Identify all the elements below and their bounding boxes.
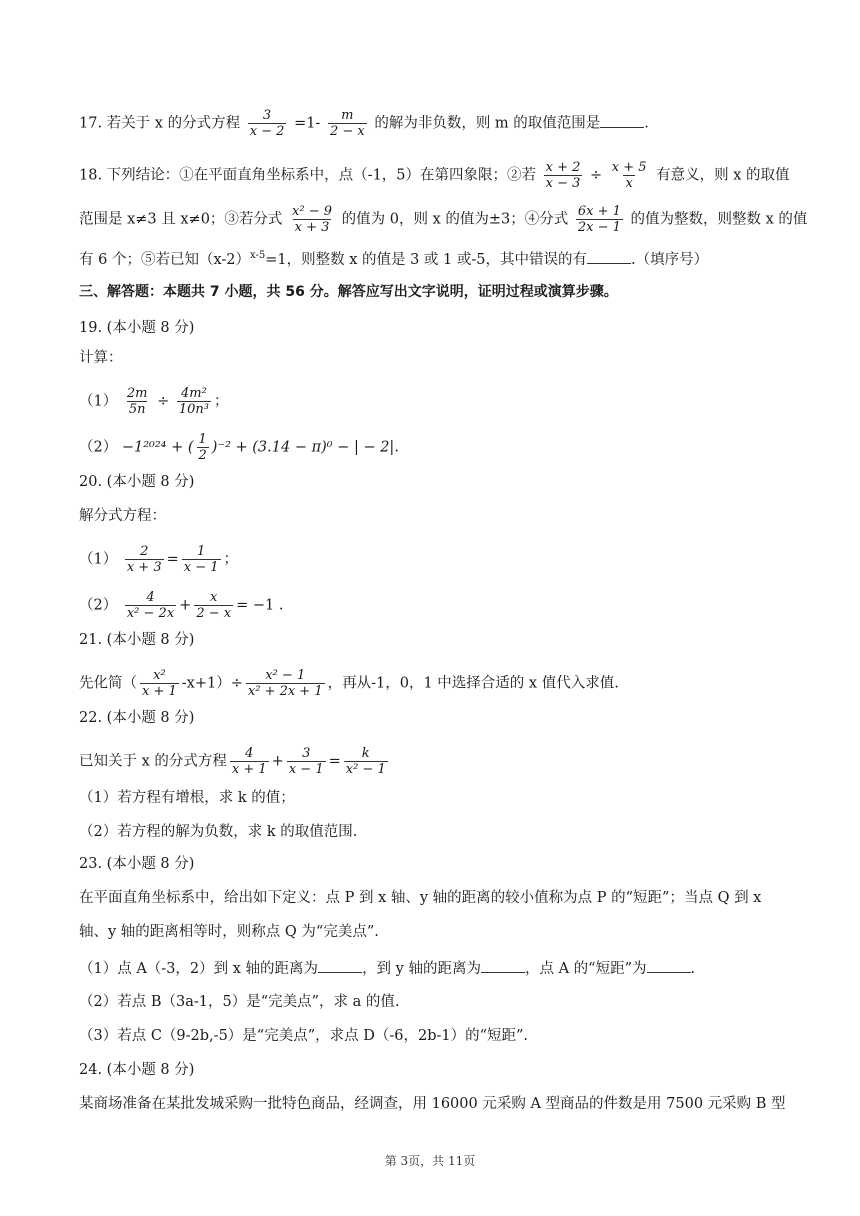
answer-blank: [318, 958, 362, 973]
answer-blank: [481, 958, 525, 973]
fraction: $\frac{6x + 1}{2x - 1}$: [577, 204, 621, 235]
question-18-line-3: 有 6 个；⑤若已知$(x-2)^{x-5}=1$，则整数 x 的值是 3 或 1 或-5，其中错误的有 .（填序号）: [79, 250, 709, 268]
page-footer: 第 3页，共 11页: [384, 1154, 476, 1168]
question-20-part-2: （2） $\frac{4}{\text{x² − 2x}}$ + $\frac{x}{2 - x}$ = −1 .: [79, 590, 284, 621]
question-20-intro: 解分式方程：: [79, 508, 166, 524]
question-20-part-1: （1） $\frac{2}{x + 3}$ = $\frac{1}{x - 1}$ ；: [79, 544, 239, 575]
question-23-heading: 23. (本小题 8 分): [79, 856, 195, 872]
fraction: $\frac{\text{x² − 9}}{x + 3}$: [292, 204, 333, 235]
fraction: $\frac{\text{x²}}{x + 1}$: [142, 668, 177, 699]
question-18-line-1: 18. 下列结论：①在平面直角坐标系中，点（-1，5）在第四象限；②若 $\frac{x + 2}{x - 3}$ ÷ $\frac{x + 5}{x}$ 有意义，则 x 的取值: [79, 160, 790, 191]
question-22-part-1: （1）若方程有增根，求 k 的值；: [79, 790, 295, 806]
fraction: $\frac{x + 5}{x}$: [611, 160, 647, 191]
question-23-part-2: （2）若点 B（3a-1，5）是“完美点”，求 a 的值.: [79, 994, 400, 1010]
question-22-body: 已知关于 x 的分式方程 $\frac{4}{x + 1}$ + $\frac{3}{x - 1}$ = $\frac{k}{\text{x² − 1}}$: [79, 746, 386, 777]
fraction: $\frac{m}{2 - x}$: [329, 108, 365, 139]
question-21-body: 先化简（ $\frac{\text{x²}}{x + 1}$ -x+1）÷ $\frac{\text{x² − 1}}{\text{x² + 2x + 1}}$ ，再从-1，0，1 中选择合适的 x 值代入求值.: [79, 668, 619, 699]
answer-blank: [600, 113, 644, 128]
section-heading: 三、解答题：本题共 7 小题，共 56 分。解答应写出文字说明，证明过程或演算步骤。: [79, 284, 618, 300]
question-23-line-1: 在平面直角坐标系中，给出如下定义：点 P 到 x 轴、y 轴的距离的较小值称为点 P 的“短距”；当点 Q 到 x: [79, 890, 762, 906]
fraction: $\frac{3}{x - 1}$: [288, 746, 324, 777]
fraction: $\frac{1}{2}$: [198, 432, 207, 463]
question-24-heading: 24. (本小题 8 分): [79, 1062, 195, 1078]
answer-blank: [587, 249, 631, 264]
fraction: $\frac{4}{x + 1}$: [231, 746, 267, 777]
answer-blank: [647, 958, 691, 973]
fraction: $\frac{\text{4m²}}{\text{10n³}}$: [178, 386, 209, 417]
question-19-intro: 计算：: [79, 350, 123, 366]
question-19-heading: 19. (本小题 8 分): [79, 320, 195, 336]
fraction: $\frac{3}{x - 2}$: [249, 108, 285, 139]
question-22-heading: 22. (本小题 8 分): [79, 710, 195, 726]
question-20-heading: 20. (本小题 8 分): [79, 474, 195, 490]
fraction: $\frac{x + 2}{x - 3}$: [545, 160, 581, 191]
question-17: 17. 若关于 x 的分式方程 $\frac{3}{x - 2}$ =1- $\frac{m}{2 - x}$ 的解为非负数，则 m 的取值范围是 .: [79, 108, 649, 139]
question-23-part-3: （3）若点 C（9-2b,-5）是“完美点”，求点 D（-6，2b-1）的“短距”.: [79, 1028, 529, 1044]
fraction: $\frac{x}{2 - x}$: [196, 590, 232, 621]
question-19-part-2: （2） −1²⁰²⁴ + ( $\frac{1}{2}$ )⁻² + (3.14 − π)⁰ − | − 2|.: [79, 432, 399, 463]
question-21-heading: 21. (本小题 8 分): [79, 632, 195, 648]
fraction: $\frac{4}{\text{x² − 2x}}$: [126, 590, 175, 621]
fraction: $\frac{k}{\text{x² − 1}}$: [345, 746, 386, 777]
fraction: $\frac{2m}{5n}$: [126, 386, 148, 417]
question-23-part-1: （1）点 A（-3，2）到 x 轴的距离为 ，到 y 轴的距离为 ，点 A 的“短距”为 .: [79, 958, 800, 979]
fraction: $\frac{1}{x - 1}$: [183, 544, 219, 575]
fraction: $\frac{2}{x + 3}$: [126, 544, 162, 575]
question-24-line-1: 某商场准备在某批发城采购一批特色商品，经调查，用 16000 元采购 A 型商品的件数是用 7500 元采购 B 型: [79, 1096, 786, 1112]
question-23-line-2: 轴、y 轴的距离相等时，则称点 Q 为“完美点”.: [79, 924, 379, 940]
question-18-line-2: 范围是 x≠3 且 x≠0；③若分式 $\frac{\text{x² − 9}}{x + 3}$ 的值为 0，则 x 的值为±3；④分式 $\frac{6x + 1}{2x - 1}$ 的值为整数，则整数 x 的值: [79, 204, 808, 235]
question-19-part-1: （1） $\frac{2m}{5n}$ ÷ $\frac{\text{4m²}}{\text{10n³}}$ ；: [79, 386, 229, 417]
question-22-part-2: （2）若方程的解为负数，求 k 的取值范围.: [79, 824, 358, 840]
fraction: $\frac{\text{x² − 1}}{\text{x² + 2x + 1}}$: [247, 668, 323, 699]
